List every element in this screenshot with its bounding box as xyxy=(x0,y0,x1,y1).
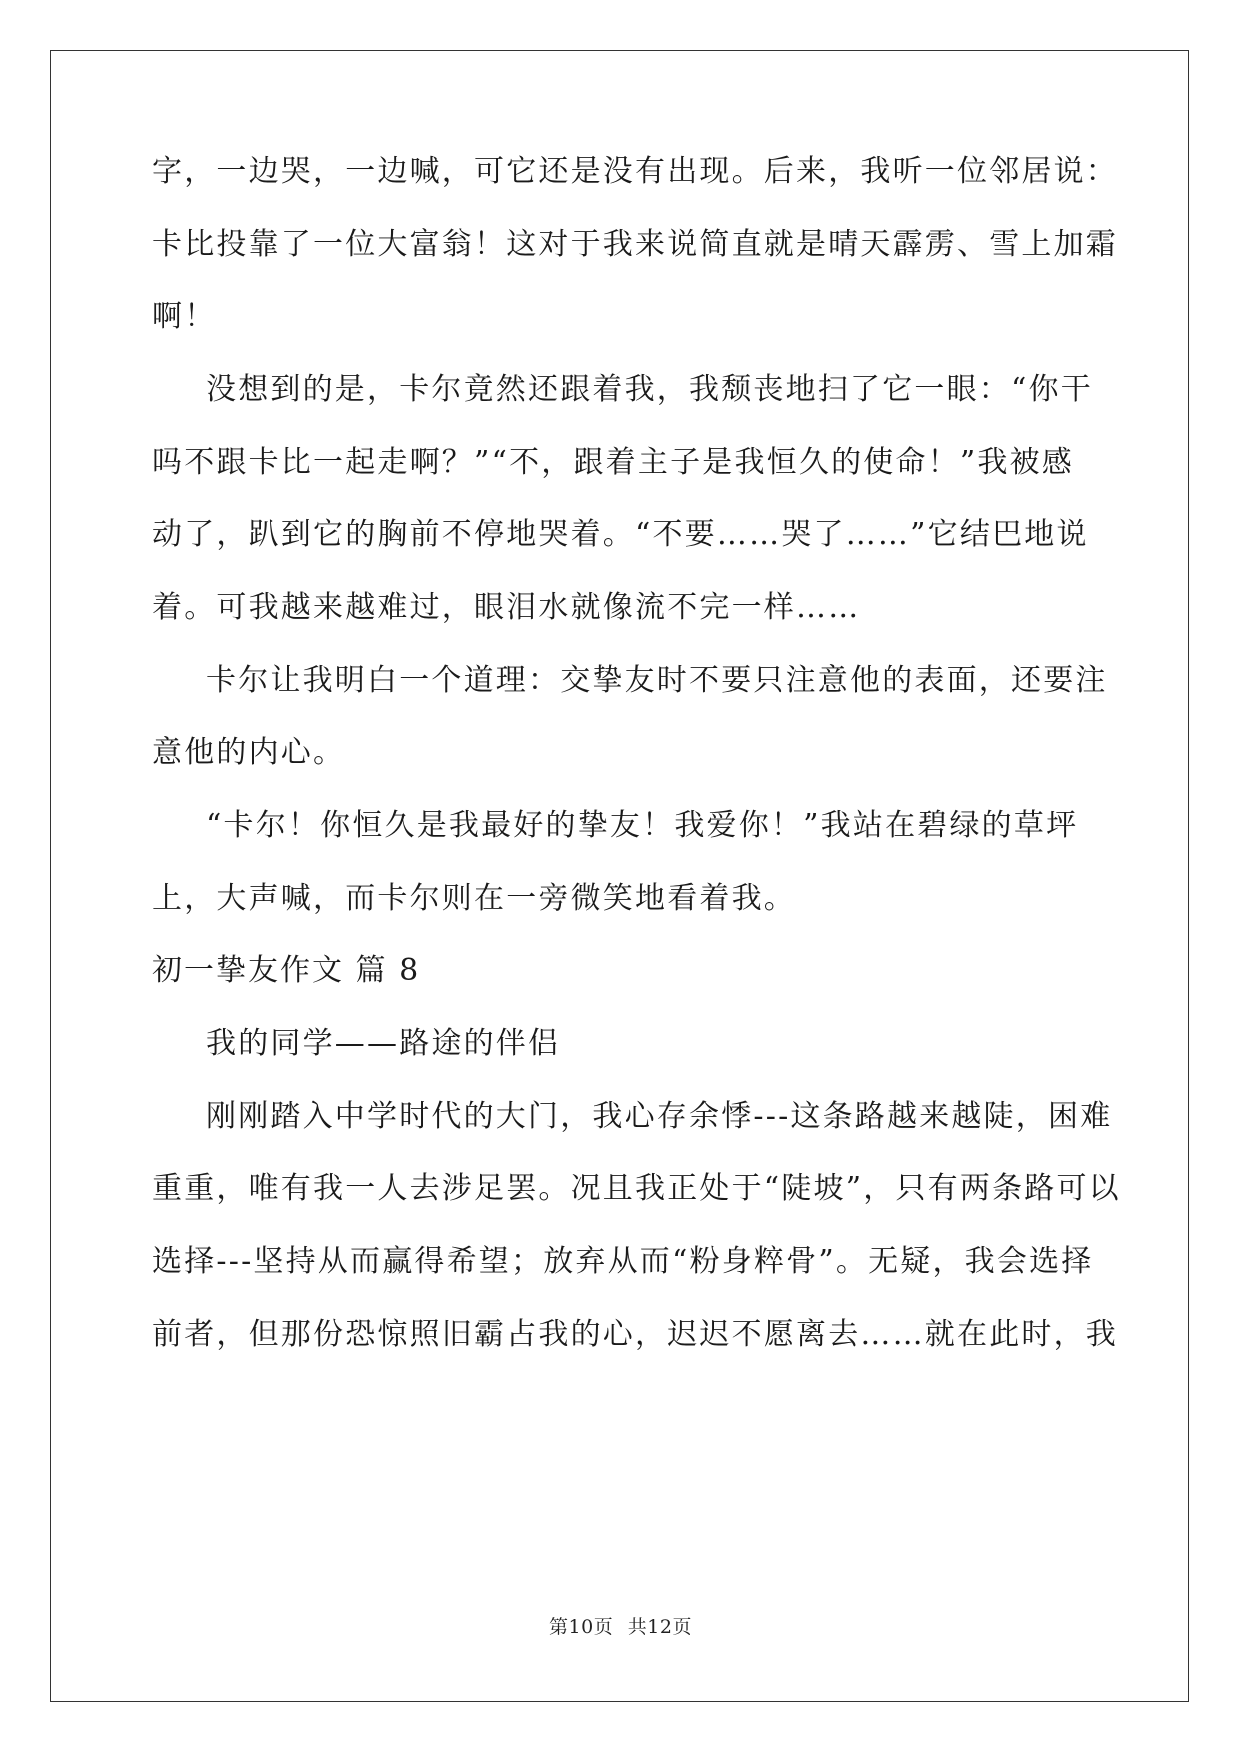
text-line: 吗不跟卡比一起走啊？”“不，跟着主子是我恒久的使命！”我被感 xyxy=(152,445,1075,480)
text-line: 重重，唯有我一人去涉足罢。况且我正处于“陡坡”，只有两条路可以 xyxy=(152,1171,1121,1206)
paragraph-start: “卡尔！你恒久是我最好的挚友！我爱你！”我站在碧绿的草坪 xyxy=(206,808,1079,843)
text-line: 选择---坚持从而赢得希望；放弃从而“粉身粹骨”。无疑，我会选择 xyxy=(152,1244,1094,1279)
page-border xyxy=(50,50,1189,1702)
text-line: 动了，趴到它的胸前不停地哭着。“不要……哭了……”它结巴地说 xyxy=(152,517,1089,552)
paragraph-start: 没想到的是，卡尔竟然还跟着我，我颓丧地扫了它一眼：“你干 xyxy=(206,372,1093,407)
paragraph-start: 刚刚踏入中学时代的大门，我心存余悸---这条路越来越陡，困难 xyxy=(206,1099,1113,1134)
text-line: 上，大声喊，而卡尔则在一旁微笑地看着我。 xyxy=(152,881,796,916)
text-line: 着。可我越来越难过，眼泪水就像流不完一样…… xyxy=(152,590,861,625)
page-footer xyxy=(0,1612,1241,1639)
text-line: 前者，但那份恐惊照旧霸占我的心，迟迟不愿离去……就在此时，我 xyxy=(152,1317,1118,1352)
current-page-number: 第10页 xyxy=(549,1616,614,1638)
total-pages: 共12页 xyxy=(627,1616,692,1638)
text-line: 啊！ xyxy=(152,299,217,334)
paragraph-start: 卡尔让我明白一个道理：交挚友时不要只注意他的表面，还要注 xyxy=(206,663,1108,698)
section-heading: 初一挚友作文 篇 8 xyxy=(152,953,421,988)
text-line: 卡比投靠了一位大富翁！这对于我来说简直就是晴天霹雳、雪上加霜 xyxy=(152,227,1118,262)
text-line: 字，一边哭，一边喊，可它还是没有出现。后来，我听一位邻居说： xyxy=(152,154,1118,189)
text-line: 意他的内心。 xyxy=(152,735,346,770)
article-title: 我的同学——路途的伴侣 xyxy=(206,1026,561,1061)
